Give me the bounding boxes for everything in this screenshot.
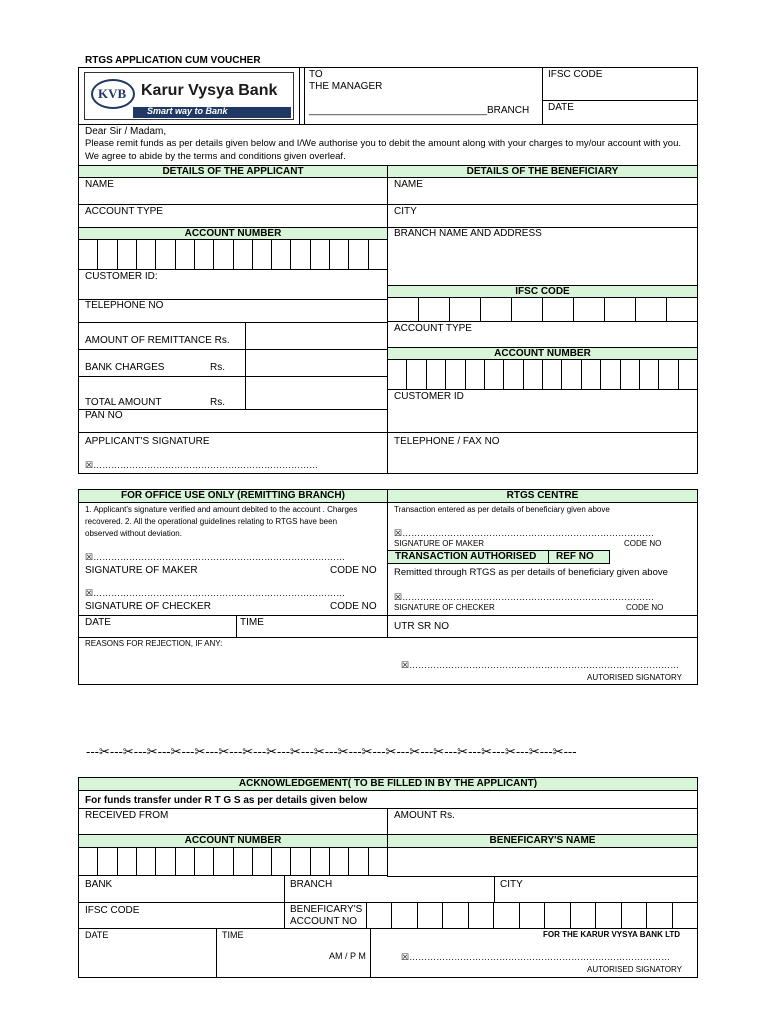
ack-authorised-signature-line[interactable]: ☒…………………………………………………………………………… [401,952,671,962]
total-amount-rs: Rs. [210,397,225,408]
applicant-name-label: NAME [85,179,114,190]
office-date-label: DATE [85,617,111,628]
applicant-heading: DETAILS OF THE APPLICANT [78,165,388,178]
checker-signature-line[interactable]: ☒………………………………………………………………………… [85,588,346,598]
beneficiary-telephone-label: TELEPHONE / FAX NO [394,436,500,447]
applicant-account-number-heading: ACCOUNT NUMBER [78,227,388,240]
applicant-account-number-boxes[interactable] [78,240,388,270]
rtgs-checker-code-no: CODE NO [626,603,664,612]
intro-line-1: Please remit funds as per details given below and I/We authorise you to debit the amount along with your charges to my/our account with you. [85,138,682,149]
beneficiary-branch-address-label: BRANCH NAME AND ADDRESS [394,228,542,239]
maker-signature-label: SIGNATURE OF MAKER [85,565,198,576]
autorised-signatory-label: AUTORISED SIGNATORY [587,673,682,682]
ack-city-label: CITY [500,879,523,890]
ack-subheading: For funds transfer under R T G S as per details given below [85,795,368,806]
acknowledgement-heading: ACKNOWLEDGEMENT( TO BE FILLED IN BY THE APPLICANT) [78,777,698,791]
rejection-reasons-label: REASONS FOR REJECTION, IF ANY: [85,639,223,648]
ack-beneficiary-account-label-2: ACCOUNT NO [290,916,358,927]
amount-remittance-label: AMOUNT OF REMITTANCE Rs. [85,335,230,346]
ack-autorised-signatory-label: AUTORISED SIGNATORY [587,965,682,974]
applicant-telephone-label: TELEPHONE NO [85,300,164,311]
greeting: Dear Sir / Madam, [85,126,167,137]
ack-beneficiary-account-boxes[interactable] [366,902,698,928]
ack-ifsc-label: IFSC CODE [85,905,140,916]
ack-beneficiary-name-heading: BENEFICARY'S NAME [387,834,698,848]
bank-logo [84,72,294,120]
beneficiary-ifsc-boxes[interactable] [387,298,698,322]
cut-here-line: ---✂---✂---✂---✂---✂---✂---✂---✂---✂---✂---✂---✂---✂---✂---✂---✂---✂---✂---✂---✂--- [86,744,577,759]
applicant-signature-line[interactable]: ☒………………………………………………………………… [85,460,319,470]
branch-line[interactable]: ________________________________BRANCH [309,105,530,116]
date-label: DATE [548,102,574,113]
ref-no-heading: REF NO [548,550,610,564]
beneficiary-account-number-boxes[interactable] [387,360,698,390]
office-note-3: observed without deviation. [85,529,182,538]
beneficiary-ifsc-heading: IFSC CODE [387,285,698,298]
for-bank-label: FOR THE KARUR VYSYA BANK LTD [543,930,681,939]
intro-line-2: We agree to abide by the terms and conditions given overleaf. [85,151,346,162]
logo-mark: KVB [98,86,127,101]
beneficiary-name-label: NAME [394,179,423,190]
rtgs-centre-heading: RTGS CENTRE [387,489,698,503]
office-note-2: recovered. 2. All the operational guidelines relating to RTGS have been [85,517,338,526]
pan-no-label: PAN NO [85,410,123,421]
bank-charges-rs: Rs. [210,362,225,373]
manager-label: THE MANAGER [309,81,383,92]
applicant-customer-id-label: CUSTOMER ID: [85,271,158,282]
transaction-authorised-heading: TRANSACTION AUTHORISED [387,550,549,564]
remitted-text: Remitted through RTGS as per details of beneficiary given above [394,567,668,578]
checker-code-no: CODE NO [330,601,377,612]
amount-rs-label: AMOUNT Rs. [394,810,455,821]
rtgs-maker-signature-line[interactable]: ☒………………………………………………………………………… [394,528,655,538]
total-amount-label: TOTAL AMOUNT [85,397,162,408]
ack-branch-label: BRANCH [290,879,333,890]
ack-am-pm: AM / P M [329,951,366,961]
applicant-signature-label: APPLICANT'S SIGNATURE [85,436,210,447]
logo-tagline: Smart way to Bank [147,106,228,116]
ack-account-number-boxes[interactable] [78,848,388,876]
office-note-1: 1. Applicant's signature verified and amount debited to the account . Charges [85,505,358,514]
rtgs-maker-code-no: CODE NO [624,539,662,548]
ifsc-code-label: IFSC CODE [548,69,603,80]
to-label: TO [309,69,323,80]
maker-code-no: CODE NO [330,565,377,576]
logo-bank-name: Karur Vysya Bank [141,82,278,99]
bank-charges-label: BANK CHARGES [85,362,165,373]
utr-sr-no-label: UTR SR NO [394,621,449,632]
ack-beneficiary-account-label-1: BENEFICARY'S [290,904,363,915]
rtgs-checker-signature-line[interactable]: ☒………………………………………………………………………… [394,592,655,602]
beneficiary-account-number-heading: ACCOUNT NUMBER [387,347,698,360]
office-use-heading: FOR OFFICE USE ONLY (REMITTING BRANCH) [78,489,388,503]
transaction-entered-text: Transaction entered as per details of beneficiary given above [394,505,610,514]
beneficiary-account-type-label: ACCOUNT TYPE [394,323,472,334]
ack-bank-label: BANK [85,879,113,890]
office-time-label: TIME [240,617,264,628]
applicant-account-type-label: ACCOUNT TYPE [85,206,163,217]
document-title: RTGS APPLICATION CUM VOUCHER [85,55,261,66]
maker-signature-line[interactable]: ☒………………………………………………………………………… [85,552,346,562]
rtgs-checker-signature-label: SIGNATURE OF CHECKER [394,603,495,612]
ack-account-number-heading: ACCOUNT NUMBER [78,834,388,848]
ack-date-label: DATE [85,930,109,940]
authorised-signature-line[interactable]: ☒……………………………………………………………………………… [401,660,680,670]
beneficiary-customer-id-label: CUSTOMER ID [394,391,464,402]
ack-time-label: TIME [222,930,244,940]
beneficiary-heading: DETAILS OF THE BENEFICIARY [387,165,698,178]
beneficiary-city-label: CITY [394,206,417,217]
rtgs-maker-signature-label: SIGNATURE OF MAKER [394,539,485,548]
received-from-label: RECEIVED FROM [85,810,169,821]
checker-signature-label: SIGNATURE OF CHECKER [85,601,211,612]
